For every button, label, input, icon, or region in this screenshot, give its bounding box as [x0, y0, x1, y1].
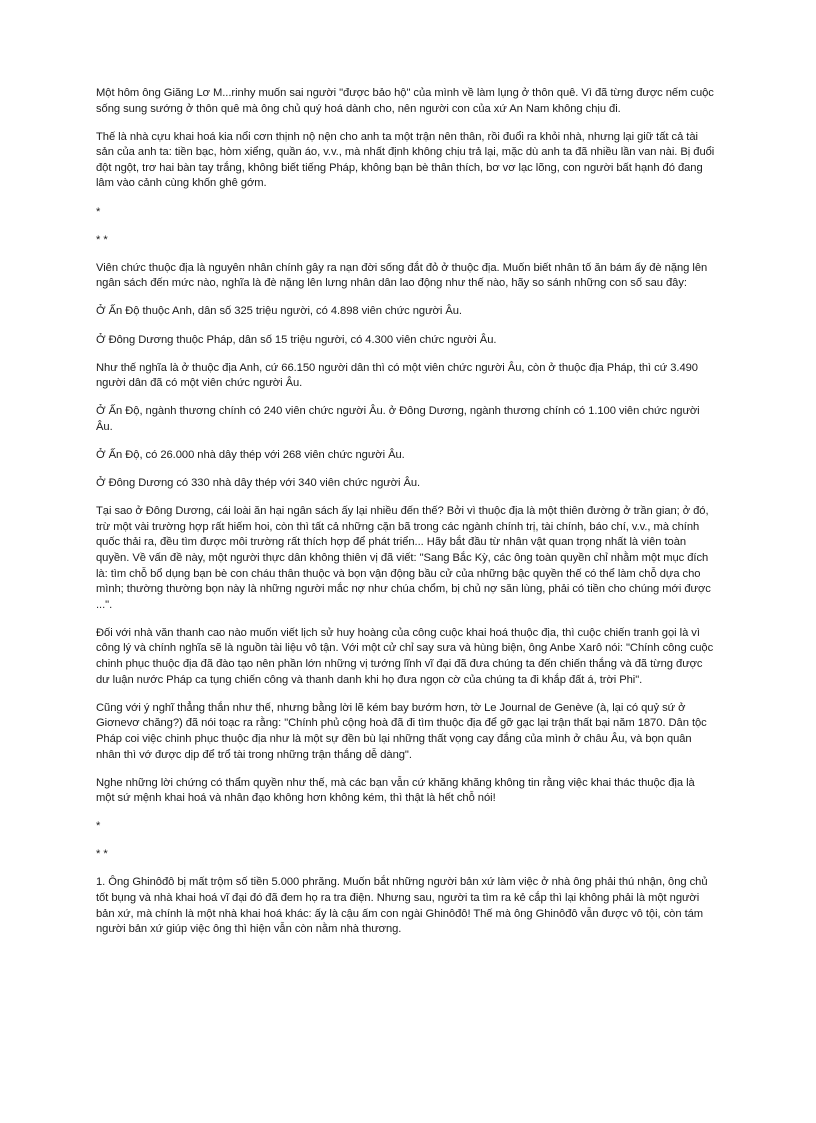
paragraph-6: Như thế nghĩa là ở thuộc địa Anh, cứ 66.150 người dân thì có một viên chức người Âu, còn ở thuộc địa Pháp, thì cứ 3.490 người dân đã có một viên chức người Âu. — [96, 361, 698, 390]
paragraph-12: Cũng với ý nghĩ thẳng thắn như thế, nhưng bằng lời lẽ kém bay bướm hơn, tờ Le Journal de Genève (à, lại có quỷ sứ ở Giơnevơ chăng?) đã nói toạc ra rằng: "Chính phủ cộng hoà đã đi tìm thuộc địa để gỡ gạc lại trận thất bại năm 1870. Dân tộc Pháp coi việc chinh phục thuộc địa như là một sự đền bù lại những thất vọng cay đắng của mình ở châu Âu, và bọn quân nhân thì vớ được dịp để trổ tài trong những trận thắng dễ dàng". — [96, 701, 707, 761]
paragraph-10: Tại sao ở Đông Dương, cái loài ăn hại ngân sách ấy lại nhiều đến thế? Bởi vì thuộc địa là một thiên đường ở trần gian; ở đó, trừ một vài trường hợp rất hiếm hoi, còn thì tất cả những cặn bã trong các ngành chính trị, tài chính, báo chí, v.v., mà chính quốc thải ra, đều tìm được môi trường rất thích hợp để phát triển... Hãy bắt đầu từ nhân vật quan trọng nhất là viên toàn quyền. Về vấn đề này, một người thực dân không thiên vị đã viết: "Sang Bắc Kỳ, các ông toàn quyền chỉ nhằm một mục đích là: tìm chỗ bổ dụng bạn bè con cháu thân thuộc và bọn vận động bầu cử của những bậc quyền thế có thể làm chỗ dựa cho mình; thường thường bọn này là những người mắc nợ như chúa chổm, bị chủ nợ săn lùng, phải có tiền cho chúng mới được ...". — [96, 505, 711, 611]
paragraph-7: Ở Ấn Độ, ngành thương chính có 240 viên chức người Âu. ở Đông Dương, ngành thương chính có 1.100 viên chức người Âu. — [96, 405, 700, 433]
section-separator-star: * — [96, 820, 101, 833]
paragraph-4: Ở Ấn Độ thuộc Anh, dân số 325 triệu người, có 4.898 viên chức người Âu. — [96, 305, 462, 318]
paragraph-5: Ở Đông Dương thuộc Pháp, dân số 15 triệu người, có 4.300 viên chức người Âu. — [96, 333, 497, 346]
paragraph-1: Một hôm ông Giăng Lơ M...rinhy muốn sai người "được bảo hộ" của mình về làm lụng ở thôn quê. Vì đã từng được nếm cuộc sống sung sướng ở thôn quê mà ông chủ quý hoá dành cho, nên người con của xứ An Nam không chịu đi. — [96, 87, 714, 115]
paragraph-13: Nghe những lời chứng có thẩm quyền như thế, mà các bạn vẫn cứ khăng khăng không tin rằng việc khai thác thuộc địa là một sứ mệnh khai hoá và nhân đạo không hơn không kém, thì thật là hết chỗ nói! — [96, 776, 695, 805]
paragraph-9: Ở Đông Dương có 330 nhà dây thép với 340 viên chức người Âu. — [96, 477, 421, 490]
footnote-1: 1. Ông Ghinôđô bị mất trộm số tiền 5.000 phrăng. Muốn bắt những người bản xứ làm việc ở nhà ông phải thú nhận, ông chủ tốt bụng và nhà khai hoá vĩ đại đó đã đem họ ra tra điện. Nhưng sau, người ta tìm ra kẻ cắp thì lại không phải là một người bản xứ, mà chính là một nhà khai hoá khác: ấy là cậu ấm con ngài Ghinôđô! Thế mà ông Ghinôđô vẫn được vô tội, còn tám người bản xứ giúp việc ông thì hiện vẫn còn nằm nhà thương. — [96, 876, 708, 936]
section-separator-double-star: * * — [96, 848, 108, 861]
paragraph-8: Ở Ấn Độ, có 26.000 nhà dây thép với 268 viên chức người Âu. — [96, 449, 405, 461]
paragraph-11: Đối với nhà văn thanh cao nào muốn viết lịch sử huy hoàng của công cuộc khai hoá thuộc địa, thì cuộc chiến tranh gọi là vì công lý và chính nghĩa sẽ là nguồn tài liệu vô tận. Với một cử chỉ say sưa và hùng biện, ông Anbe Xarô nói: "Chính công cuộc chinh phục thuộc địa đã đào tạo nên phần lớn những vị tướng lĩnh vĩ đại đã đưa chúng ta đến chiến thắng và đã từng được dư luận nước Pháp ca tụng chiến công và thanh danh khi họ đưa ngọn cờ của chúng ta đi khắp đất á, trời Phi". — [96, 626, 714, 686]
paragraph-2: Thế là nhà cựu khai hoá kia nổi cơn thịnh nộ nện cho anh ta một trận nên thân, rồi đuổi ra khỏi nhà, nhưng lại giữ tất cả tài sản của anh ta: tiền bạc, hòm xiểng, quần áo, v.v., mà nhất định không chịu trả lại, mặc dù anh ta đã nhiều lần van nài. Bị đuổi đột ngột, trơ hai bàn tay trắng, không biết tiếng Pháp, không bạn bè thân thích, bơ vơ lạc lõng, con người bất hạnh đó đang lâm vào cảnh cùng khốn ghê gớm. — [96, 130, 715, 190]
paragraph-3: Viên chức thuộc địa là nguyên nhân chính gây ra nạn đời sống đắt đỏ ở thuộc địa. Muốn biết nhân tố ăn bám ấy đè nặng lên ngân sách đến mức nào, nghĩa là đè nặng lên lưng nhân dân lao động như thế nào, hãy so sánh những con số sau đây: — [96, 261, 708, 290]
section-separator-double-star: * * — [96, 233, 108, 246]
section-separator-star: * — [96, 205, 101, 218]
